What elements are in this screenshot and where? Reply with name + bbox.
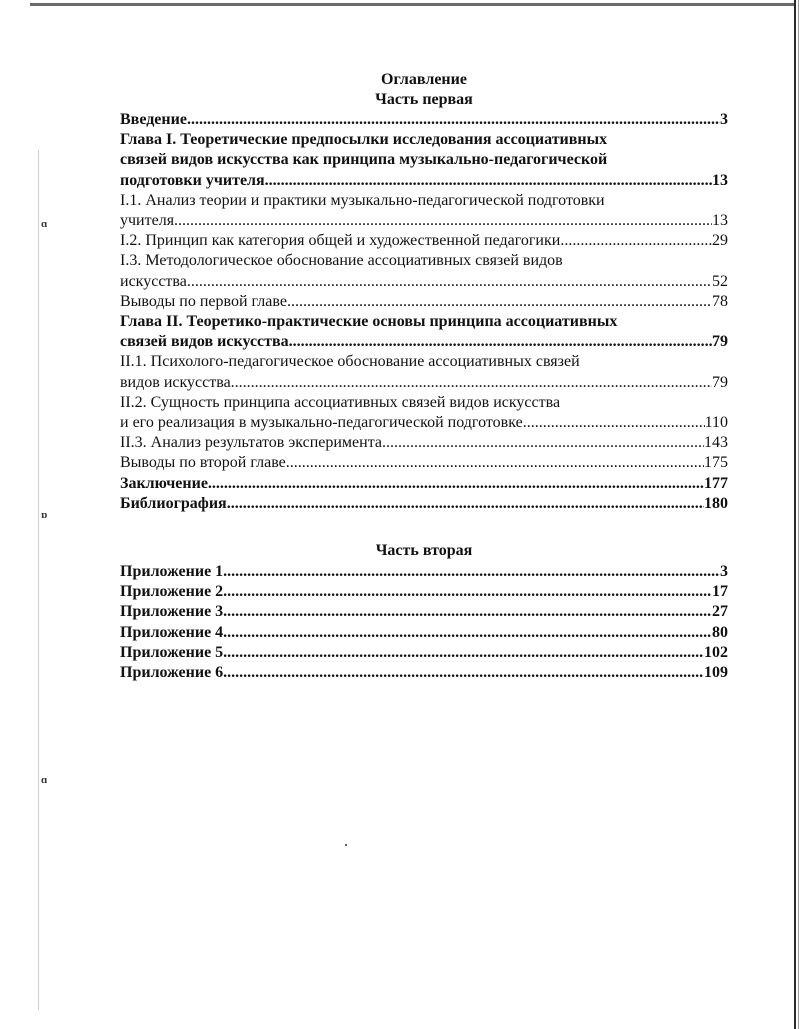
toc-page-number: 177 (704, 474, 728, 492)
toc-entry-title: Заключение (120, 474, 208, 492)
dot-leader (227, 494, 704, 514)
toc-page-number: 78 (712, 292, 728, 310)
dot-leader (223, 663, 704, 683)
toc-entry-title: Выводы по первой главе (120, 292, 287, 310)
toc-entry[interactable] (120, 393, 728, 433)
dot-leader (223, 623, 712, 643)
toc-entry[interactable] (120, 623, 728, 643)
toc-entry-title: подготовки учителя (120, 171, 265, 189)
toc-entry-line: II.1. Психолого-педагогическое обоснование ассоциативных связей (120, 353, 580, 371)
punch-hole-icon: ɒ (41, 509, 48, 521)
toc-entry-line: I.3. Методологическое обоснование ассоциативных связей видов (120, 252, 563, 270)
toc-entry[interactable] (120, 130, 728, 191)
toc-entry[interactable] (120, 251, 728, 291)
toc-entry[interactable] (120, 474, 728, 494)
dot-leader (187, 110, 720, 130)
scan-artifact-left-margin (38, 150, 39, 1010)
toc-entry-title: Приложение 5 (120, 643, 224, 661)
toc-page-number: 29 (712, 232, 728, 250)
scan-artifact-top-border (30, 3, 795, 6)
toc-entry[interactable] (120, 292, 728, 312)
table-of-contents (120, 70, 728, 683)
toc-entry[interactable] (120, 582, 728, 602)
toc-entry-line: Глава I. Теоретические предпосылки исследования ассоциативных (120, 131, 608, 149)
toc-page-number: 3 (720, 111, 728, 128)
toc-page-number: 17 (712, 583, 728, 601)
toc-page-number: 180 (704, 494, 728, 512)
toc-entry-title: Выводы по второй главе (120, 454, 286, 472)
toc-entry[interactable] (120, 352, 728, 392)
part-two-list (120, 562, 728, 683)
dot-leader (223, 643, 704, 663)
toc-entry-title: учителя (120, 212, 175, 230)
part-one-list (120, 110, 728, 514)
toc-entry-title: Приложение 4 (120, 623, 224, 641)
toc-page-number: 13 (712, 212, 728, 230)
toc-page-number: 143 (704, 434, 728, 452)
toc-entry-title: II.3. Анализ результатов эксперимента (120, 434, 382, 452)
toc-entry-title: Введение (120, 111, 187, 128)
toc-heading: Оглавление (381, 71, 467, 88)
dot-leader (265, 171, 712, 191)
toc-page-number: 102 (704, 643, 728, 661)
toc-entry[interactable] (120, 231, 728, 251)
punch-hole-icon: ɑ (41, 774, 48, 786)
toc-page-number: 27 (712, 603, 728, 621)
dot-leader (174, 211, 712, 231)
dot-leader (187, 272, 712, 292)
toc-entry-title: Библиография (120, 494, 227, 512)
dot-leader (208, 474, 704, 494)
toc-entry[interactable] (120, 433, 728, 453)
toc-entry[interactable] (120, 562, 728, 582)
dot-leader (289, 332, 712, 352)
scan-speck (345, 844, 347, 846)
dot-leader (223, 562, 720, 582)
dot-leader (286, 453, 704, 473)
toc-entry-line: Глава II. Теоретико-практические основы принципа ассоциативных (120, 313, 618, 331)
dot-leader (523, 413, 705, 433)
dot-leader (231, 373, 712, 393)
toc-entry[interactable] (120, 110, 728, 130)
toc-page-number: 52 (712, 272, 728, 290)
punch-hole-icon: ɑ (41, 218, 48, 230)
toc-entry-title: I.2. Принцип как категория общей и художественной педагогики (120, 232, 561, 250)
dot-leader (382, 433, 704, 453)
toc-entry[interactable] (120, 453, 728, 473)
toc-entry[interactable] (120, 494, 728, 514)
dot-leader (223, 602, 712, 622)
toc-entry-title: Приложение 2 (120, 583, 224, 601)
toc-entry-title: Приложение 1 (120, 563, 224, 581)
toc-page-number: 79 (712, 373, 728, 391)
toc-entry-line: связей видов искусства как принципа музыкально-педагогической (120, 151, 608, 169)
toc-page-number: 13 (712, 171, 728, 189)
toc-page-number: 110 (704, 414, 728, 432)
part-one-title: Часть первая (375, 91, 473, 108)
scan-artifact-right-border (794, 0, 796, 1029)
toc-entry-title: и его реализация в музыкально-педагогической подготовке (120, 414, 523, 432)
toc-entry-title: Приложение 6 (120, 664, 224, 682)
toc-entry[interactable] (120, 663, 728, 683)
dot-leader (223, 582, 712, 602)
toc-entry-title: искусства (120, 272, 187, 290)
toc-entry[interactable] (120, 191, 728, 231)
toc-entry[interactable] (120, 312, 728, 352)
dot-leader (560, 231, 712, 251)
dot-leader (287, 292, 712, 312)
toc-page-number: 175 (704, 454, 728, 472)
toc-entry[interactable] (120, 643, 728, 663)
toc-entry[interactable] (120, 602, 728, 622)
toc-page-number: 109 (704, 664, 728, 682)
toc-page-number: 79 (712, 333, 728, 351)
toc-entry-line: I.1. Анализ теории и практики музыкально-педагогической подготовки (120, 191, 605, 209)
toc-entry-title: Приложение 3 (120, 603, 224, 621)
part-two-title: Часть вторая (375, 542, 473, 560)
toc-entry-title: связей видов искусства (120, 333, 289, 351)
toc-page-number: 80 (712, 623, 728, 641)
toc-entry-line: II.2. Сущность принципа ассоциативных связей видов искусства (120, 393, 561, 411)
toc-page-number: 3 (720, 563, 728, 581)
toc-entry-title: видов искусства (120, 373, 231, 391)
